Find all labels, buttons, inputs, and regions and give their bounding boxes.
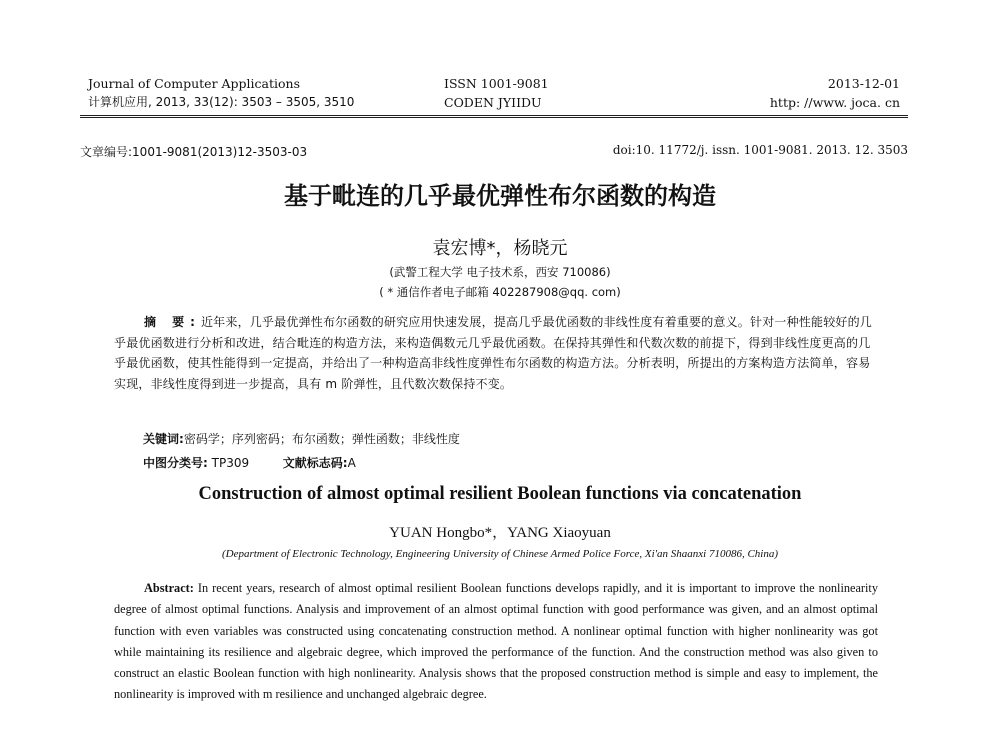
coden: CODEN JYIIDU (444, 95, 542, 110)
title-en: Construction of almost optimal resilient Boolean functions via concatenation (198, 484, 802, 504)
keywords-cn-row (143, 430, 460, 447)
journal-header-left (88, 74, 354, 112)
article-number: 文章编号:1001-9081(2013)12-3503-03 (80, 145, 308, 159)
header-rule-top (80, 115, 908, 116)
header-rule-bottom (80, 117, 908, 118)
email-cn: ( * 通信作者电子邮箱 402287908@qq. com) (379, 285, 621, 299)
abstract-cn (114, 312, 878, 394)
journal-header-middle (444, 74, 549, 112)
affiliation-en: (Department of Electronic Technology, Engineering University of Chinese Armed Police Force, Xi'an Shaanxi 710086, China) (221, 548, 779, 560)
authors-cn: 袁宏博*，杨晓元 (432, 238, 568, 259)
journal-url[interactable]: http: //www. joca. cn (769, 95, 900, 110)
abstract-en (114, 578, 878, 706)
classification-row (143, 454, 356, 471)
clc-number: TP309 (211, 456, 250, 470)
clc-label: 中图分类号: (143, 456, 208, 470)
publication-date: 2013-12-01 (827, 76, 900, 91)
abstract-en-text: In recent years, research of almost optimal resilient Boolean functions develops rapidly, and it is important to improve the nonlinearity degree of almost optimal functions. Analysis and improvement of an almost optimal function with good performance was given, and an almost optimal function with even variables was constructed using concatenating construction method. A nonlinear optimal function with higher nonlinearity was got while maintaining its resilience and algebraic degree, which improved the performance of the function. And the construction method was also given to construct an elastic Boolean function with high nonlinearity. Analysis shows that the proposed construction method is simple and easy to implement, the nonlinearity is improved with m resilience and unchanged algebraic degree. (114, 581, 878, 702)
journal-header-right (770, 74, 900, 112)
abstract-cn-label: 摘 要: (144, 315, 201, 329)
affiliation-cn: (武警工程大学 电子技术系，西安 710086) (389, 265, 611, 279)
journal-name-en: Journal of Computer Applications (88, 76, 301, 91)
keywords-cn: 密码学；序列密码；布尔函数；弹性函数；非线性度 (183, 432, 460, 446)
authors-en: YUAN Hongbo*，YANG Xiaoyuan (389, 525, 611, 541)
doi[interactable]: doi:10. 11772/j. issn. 1001-9081. 2013. 12. 3503 (612, 143, 908, 157)
abstract-en-label: Abstract: (144, 581, 194, 595)
doc-code-label: 文献标志码: (282, 456, 348, 470)
issn: ISSN 1001-9081 (444, 76, 549, 91)
keywords-cn-label: 关键词: (143, 432, 184, 446)
title-cn: 基于毗连的几乎最优弹性布尔函数的构造 (284, 182, 716, 210)
abstract-cn-text: 近年来，几乎最优弹性布尔函数的研究应用快速发展，提高几乎最优函数的非线性度有着重要的意义。针对一种性能较好的几乎最优函数进行分析和改进，结合毗连的构造方法，来构造偶数元几乎最优函数。在保持其弹性和代数次数的前提下，得到非线性度更高的几乎最优函数，使其性能得到一定提高，并给出了一种构造高非线性度弹性布尔函数的构造方法。分析表明，所提出的方案构造方法简单，容易实现，非线性度得到进一步提高，具有 m 阶弹性，且代数次数保持不变。 (114, 315, 872, 391)
journal-name-cn: 计算机应用, 2013, 33(12): 3503 – 3505, 3510 (88, 95, 355, 109)
doc-code: A (347, 456, 356, 470)
